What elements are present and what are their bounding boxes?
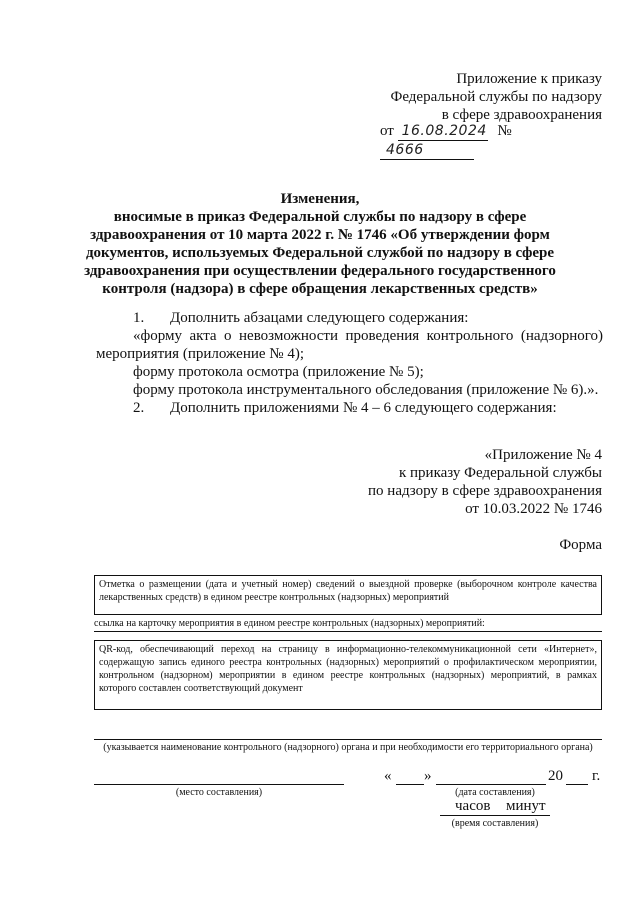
- registry-mark-text: Отметка о размещении (дата и учетный номер) сведений о выездной проверке (выборочном контроле качества лекарственных средств) в едином реестре контрольных (надзорных) мероприятий: [99, 579, 597, 603]
- form-label: Форма: [559, 537, 602, 553]
- qr-code-box: [94, 640, 602, 710]
- date-year-suffix: г.: [592, 768, 601, 784]
- quote-2: форму протокола осмотра (приложение № 5);: [133, 364, 424, 380]
- date-caption: (дата составления): [455, 787, 535, 798]
- item-1-text: Дополнить абзацами следующего содержания:: [170, 310, 469, 326]
- annex-line-4: от 10.03.2022 № 1746: [465, 501, 602, 517]
- annex-line-3: по надзору в сфере здравоохранения: [368, 483, 602, 499]
- annex-line-2: к приказу Федеральной службы: [398, 465, 602, 481]
- place-line: [94, 784, 344, 785]
- title-line-6: контроля (надзора) в сфере обращения лекарственных средств»: [102, 281, 538, 297]
- minutes-label: минут: [506, 798, 546, 814]
- organization-caption: (указывается наименование контрольного (надзорного) органа и при необходимости его территориального органа): [103, 742, 593, 753]
- date-day-line: [396, 784, 424, 785]
- header-line-1: Приложение к приказу: [456, 71, 602, 87]
- item-2-text: Дополнить приложениями № 4 – 6 следующего содержания:: [170, 400, 557, 416]
- header-line-2: Федеральной службы по надзору: [390, 89, 602, 105]
- title-line-1: Изменения,: [280, 191, 360, 207]
- annex-line-1: «Приложение № 4: [484, 447, 602, 463]
- quote-1-line-b: мероприятия (приложение № 4);: [96, 346, 305, 362]
- qr-code-text: QR-код, обеспечивающий переход на страницу в информационно-телекоммуникационной сети «Интернет», содержащую запись единого реестра контрольных (надзорных) мероприятий о профилактическом мероприятии, контрольном (надзорном) мероприятии в едином реестре контрольных (надзорных) мероприятий, в рамках которого составлен соответствующий документ: [99, 644, 597, 694]
- from-prefix: от: [380, 123, 394, 139]
- date-year-prefix: 20: [548, 768, 563, 784]
- time-line: [440, 815, 550, 816]
- registry-link-label: ссылка на карточку мероприятия в едином реестре контрольных (надзорных) мероприятий:: [94, 618, 485, 629]
- quote-1-line-a: «форму акта о невозможности проведения контрольного (надзорного): [133, 328, 603, 344]
- date-quote-open: «: [384, 768, 392, 784]
- place-caption: (место составления): [175, 787, 263, 798]
- number-label: №: [497, 123, 512, 139]
- handwritten-date: 16.08.2024: [398, 122, 488, 141]
- date-year-line: [566, 784, 588, 785]
- header-date-row: [380, 122, 604, 158]
- title-line-2: вносимые в приказ Федеральной службы по надзору в сфере: [113, 209, 527, 225]
- registry-mark-box: [94, 575, 602, 615]
- header-line-3: в сфере здравоохранения: [441, 107, 602, 123]
- time-caption: (время составления): [451, 818, 539, 829]
- title-line-3: здравоохранения от 10 марта 2022 г. № 1746 «Об утверждении форм: [90, 227, 550, 243]
- item-2-number: 2.: [133, 400, 145, 416]
- title-line-5: здравоохранения при осуществлении федерального государственного: [84, 263, 556, 279]
- quote-3: форму протокола инструментального обследования (приложение № 6).».: [133, 382, 599, 398]
- organization-line: [94, 739, 602, 740]
- date-month-line: [436, 784, 546, 785]
- title-line-4: документов, используемых Федеральной службой по надзору в сфере: [85, 245, 555, 261]
- date-quote-close: »: [424, 768, 432, 784]
- item-1-number: 1.: [133, 310, 145, 326]
- registry-link-line: [94, 631, 602, 632]
- hours-label: часов: [455, 798, 491, 814]
- handwritten-number: 4666: [380, 141, 474, 160]
